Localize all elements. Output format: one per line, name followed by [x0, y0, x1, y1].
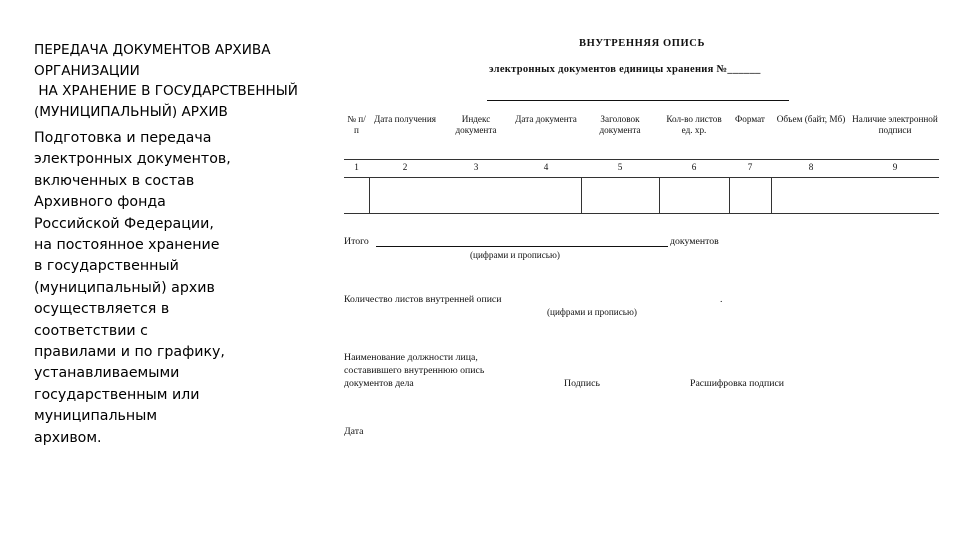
total-hint: (цифрами и прописью) — [470, 250, 560, 260]
body-line: государственным или — [34, 386, 200, 403]
sheets-label: Количество листов внутренней описи — [344, 294, 502, 305]
table-header-row — [344, 110, 939, 160]
total-label: Итого — [344, 236, 369, 247]
column-header: Объем (байт, Мб) — [771, 110, 851, 160]
decoding-label: Расшифровка подписи — [690, 378, 785, 389]
slide-body-text — [34, 128, 264, 449]
table-cell — [851, 178, 939, 214]
table-cell — [441, 178, 511, 214]
column-header: Кол-во листов ед. хр. — [659, 110, 729, 160]
table-cell — [729, 178, 771, 214]
title-line: ОРГАНИЗАЦИИ — [34, 62, 140, 79]
inventory-form — [344, 34, 940, 504]
table-cell — [369, 178, 441, 214]
column-header: Наличие электронной подписи — [851, 110, 939, 160]
subtitle-underline — [487, 100, 789, 101]
title-line: НА ХРАНЕНИЕ В ГОСУДАРСТВЕННЫЙ — [34, 83, 298, 99]
table-row — [344, 178, 939, 214]
body-line: правилами и по графику, — [34, 344, 225, 361]
body-line: (муниципальный) архив — [34, 279, 215, 296]
body-line: устанавливаемыми — [34, 365, 180, 382]
column-number: 7 — [729, 160, 771, 178]
body-line: Подготовка и передача — [34, 130, 212, 146]
title-line: (МУНИЦИПАЛЬНЫЙ) АРХИВ — [34, 103, 228, 120]
form-title: ВНУТРЕННЯЯ ОПИСЬ — [578, 38, 706, 49]
inventory-table — [344, 110, 939, 214]
sheets-period: . — [720, 294, 723, 305]
slide-title — [34, 40, 334, 122]
column-number: 6 — [659, 160, 729, 178]
title-line: ПЕРЕДАЧА ДОКУМЕНТОВ АРХИВА — [34, 42, 271, 58]
body-line: Российской Федерации, — [34, 215, 214, 232]
body-line: архивом. — [34, 429, 102, 446]
table-cell — [581, 178, 659, 214]
table-cell — [511, 178, 581, 214]
column-number: 8 — [771, 160, 851, 178]
position-line: составившего внутреннюю опись — [344, 365, 485, 376]
column-number: 5 — [581, 160, 659, 178]
body-line: Архивного фонда — [34, 194, 166, 211]
table-cell — [659, 178, 729, 214]
sheets-hint: (цифрами и прописью) — [547, 307, 637, 317]
column-number: 4 — [511, 160, 581, 178]
body-line: соответствии с — [34, 322, 148, 339]
column-number: 1 — [344, 160, 369, 178]
column-number: 2 — [369, 160, 441, 178]
table-cell — [771, 178, 851, 214]
column-header: № п/п — [344, 110, 369, 160]
column-header: Дата получения — [369, 110, 441, 160]
body-line: включенных в состав — [34, 172, 195, 189]
total-suffix: документов — [670, 236, 719, 247]
column-header: Формат — [729, 110, 771, 160]
column-number: 9 — [851, 160, 939, 178]
body-line: в государственный — [34, 258, 179, 275]
column-number-row — [344, 160, 939, 178]
date-label: Дата — [344, 426, 364, 437]
column-header: Дата документа — [511, 110, 581, 160]
body-line: муниципальным — [34, 408, 158, 425]
column-header: Индекс документа — [441, 110, 511, 160]
table-cell — [344, 178, 369, 214]
column-header: Заголовок документа — [581, 110, 659, 160]
body-line: на постоянное хранение — [34, 237, 220, 254]
body-line: осуществляется в — [34, 301, 170, 318]
column-number: 3 — [441, 160, 511, 178]
body-line: электронных документов, — [34, 151, 231, 168]
position-line: документов дела — [344, 378, 414, 389]
total-underline — [376, 246, 668, 247]
form-subtitle: электронных документов единицы хранения №______ — [489, 64, 761, 75]
position-line: Наименование должности лица, — [344, 352, 478, 363]
signature-label: Подпись — [564, 378, 600, 389]
